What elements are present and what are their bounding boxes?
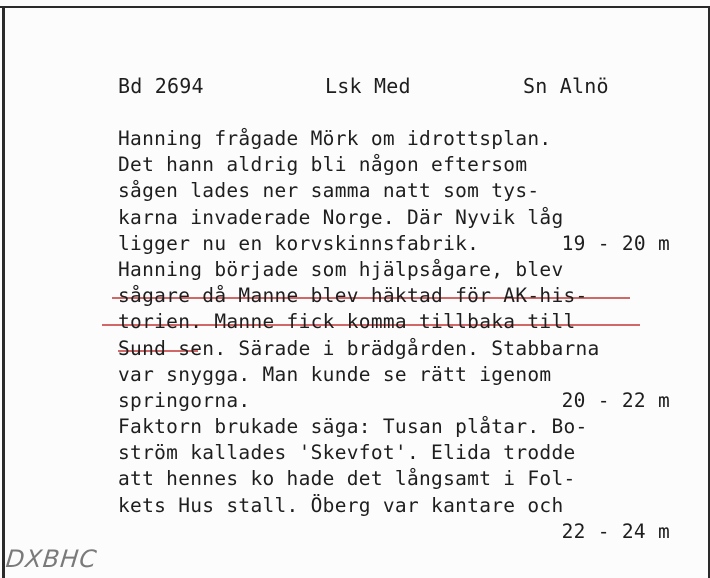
line-text: springorna.	[118, 388, 251, 412]
transcript-line	[118, 205, 678, 231]
line-text: ström kallades 'Skevfot'. Elida trodde	[118, 441, 576, 465]
line-text: Hanning frågade Mörk om idrottsplan.	[118, 127, 552, 150]
transcript-line	[118, 362, 678, 388]
transcript-line	[118, 309, 678, 335]
line-text: att hennes ko hade det långsamt i Fol-	[118, 467, 576, 491]
line-text: Hanning började som hjälpsågare, blev	[118, 257, 564, 281]
line-text: torien. Manne fick komma tillbaka till	[118, 310, 576, 334]
archive-stamp: DXBHC	[4, 545, 99, 573]
transcript-line	[118, 178, 678, 204]
time-marker: 19 - 20 m	[561, 231, 670, 255]
landscape-code: Lsk Med	[325, 74, 411, 98]
line-text: sågen lades ner samma natt som tys-	[118, 179, 540, 203]
time-marker: 20 - 22 m	[561, 388, 670, 412]
transcript-line	[118, 466, 678, 492]
line-text: Faktorn brukade säga: Tusan plåtar. Bo-	[118, 415, 588, 439]
parish-name: Sn Alnö	[523, 74, 609, 98]
transcript-body	[118, 126, 678, 545]
transcript-line	[118, 257, 678, 283]
line-text: Det hann aldrig bli någon eftersom	[118, 153, 528, 177]
line-text: ligger nu en korvskinnsfabrik.	[118, 231, 480, 255]
transcript-line	[118, 414, 678, 440]
transcript-line	[118, 126, 678, 152]
record-number: Bd 2694	[118, 74, 204, 98]
card-left-edge	[2, 8, 5, 578]
line-text: sågare då Manne blev häktad för AK-his-	[118, 284, 588, 308]
transcript-line	[118, 493, 678, 519]
time-marker: 22 - 24 m	[561, 519, 670, 543]
transcript-line	[118, 440, 678, 466]
transcript-line	[118, 152, 678, 178]
transcript-line	[118, 283, 678, 309]
transcript-line	[118, 388, 678, 414]
line-text: var snygga. Man kunde se rätt igenom	[118, 362, 552, 386]
transcript-line	[118, 336, 678, 362]
card-top-edge	[0, 6, 710, 8]
line-text: kets Hus stall. Öberg var kantare och	[118, 493, 564, 517]
line-text: karna invaderade Norge. Där Nyvik låg	[118, 205, 564, 229]
transcript-line	[118, 519, 678, 545]
transcript-line	[118, 231, 678, 257]
line-text: Sund sen. Särade i brädgården. Stabbarna	[118, 336, 600, 360]
